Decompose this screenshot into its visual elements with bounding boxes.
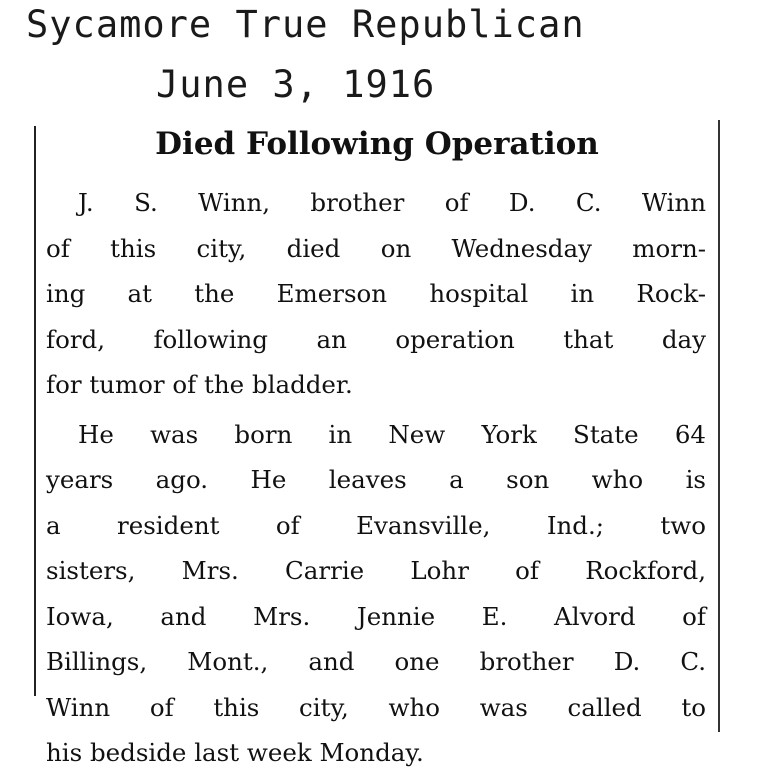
article-line: for tumor of the bladder. — [46, 370, 353, 399]
article-headline: Died Following Operation — [155, 126, 599, 162]
article-line: J. S. Winn, brother of D. C. Winn — [78, 188, 706, 217]
article-line: sisters, Mrs. Carrie Lohr of Rockford, — [46, 556, 706, 585]
column-rule-left — [34, 126, 36, 696]
article-line: Winn of this city, who was called to — [46, 692, 706, 722]
newspaper-name: Sycamore True Republican — [26, 3, 585, 46]
publication-date: June 3, 1916 — [156, 63, 436, 106]
article-line: of this city, died on Wednesday morn- — [46, 233, 706, 263]
article-line: ing at the Emerson hospital in Rock- — [46, 279, 706, 308]
article-line: Billings, Mont., and one brother D. C. — [46, 647, 706, 676]
newspaper-clipping — [30, 118, 724, 767]
column-rule-right — [718, 120, 720, 732]
article-line: He was born in New York State 64 — [78, 419, 706, 449]
article-line: a resident of Evansville, Ind.; two — [46, 510, 706, 540]
article-body — [46, 180, 706, 776]
article-line: years ago. He leaves a son who is — [46, 465, 706, 494]
article-line: Iowa, and Mrs. Jennie E. Alvord of — [46, 601, 706, 631]
article-line: his bedside last week Monday. — [46, 738, 424, 767]
article-line: ford, following an operation that day — [46, 324, 706, 354]
